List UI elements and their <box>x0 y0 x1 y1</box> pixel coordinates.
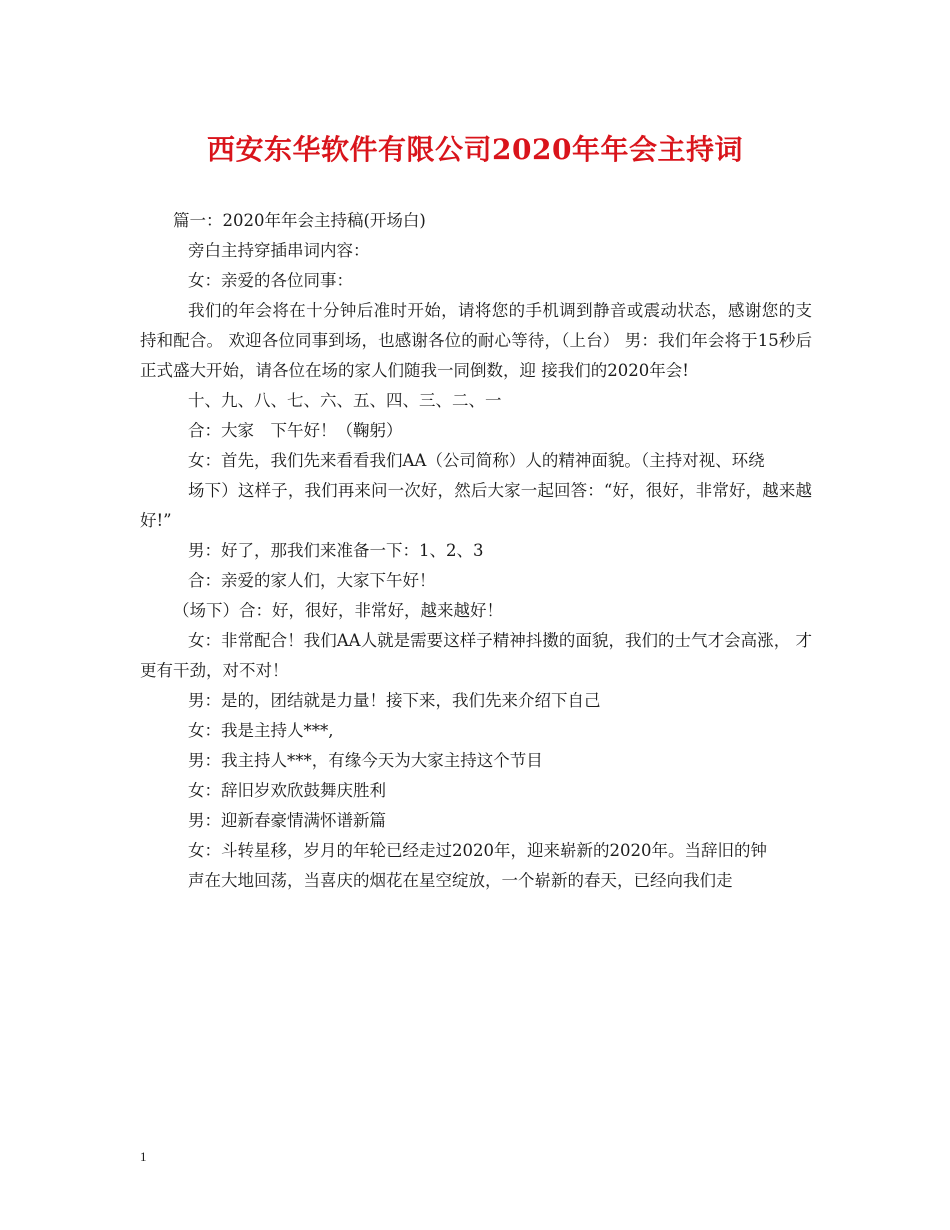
document-title: 西安东华软件有限公司2020年年会主持词 <box>207 133 743 166</box>
paragraph: 十、九、八、七、六、五、四、三、二、一 <box>188 391 502 410</box>
paragraph: 男：迎新春豪情满怀谱新篇 <box>188 811 386 830</box>
document-body <box>140 206 812 896</box>
paragraph: 男：我主持人***，有缘今天为大家主持这个节目 <box>188 751 543 770</box>
paragraph: （场下）合：好，很好，非常好，越来越好！ <box>173 601 503 620</box>
paragraph: 女：我是主持人***, <box>188 721 334 740</box>
page-number: 1 <box>140 1149 147 1164</box>
paragraph: 场下）这样子，我们再来问一次好，然后大家一起回答：“好，很好，非常好，越来越好!” <box>140 481 812 530</box>
paragraph: 女：斗转星移，岁月的年轮已经走过2020年，迎来崭新的2020年。当辞旧的钟 <box>188 841 767 860</box>
paragraph: 女：辞旧岁欢欣鼓舞庆胜利 <box>188 781 386 800</box>
paragraph: 声在大地回荡，当喜庆的烟花在星空绽放，一个崭新的春天，已经向我们走 <box>188 871 733 890</box>
paragraph: 合：大家 下午好！（鞠躬） <box>188 421 403 440</box>
paragraph: 我们的年会将在十分钟后准时开始，请将您的手机调到静音或震动状态，感谢您的支持和配合。 欢迎各位同事到场，也感谢各位的耐心等待，（上台） 男：我们年会将于15秒后正式盛大开始，请各位在场的家人们随我一同倒数，迎 接我们的2020年会! <box>140 301 812 380</box>
paragraph: 女：首先，我们先来看看我们AA（公司简称）人的精神面貌。（主持对视、环绕 <box>188 451 765 470</box>
paragraph: 男：好了，那我们来准备一下：1、2、3 <box>188 541 484 560</box>
paragraph: 女：非常配合！我们AA人就是需要这样子精神抖擞的面貌，我们的士气才会高涨， 才更有干劲，对不对！ <box>140 631 812 680</box>
paragraph: 男：是的，团结就是力量！接下来，我们先来介绍下自己 <box>188 691 601 710</box>
paragraph: 女：亲爱的各位同事： <box>188 271 353 290</box>
paragraph: 合：亲爱的家人们，大家下午好！ <box>188 571 436 590</box>
paragraph-section-heading: 篇一：2020年年会主持稿(开场白) <box>173 211 426 230</box>
paragraph: 旁白主持穿插串词内容： <box>188 241 370 260</box>
